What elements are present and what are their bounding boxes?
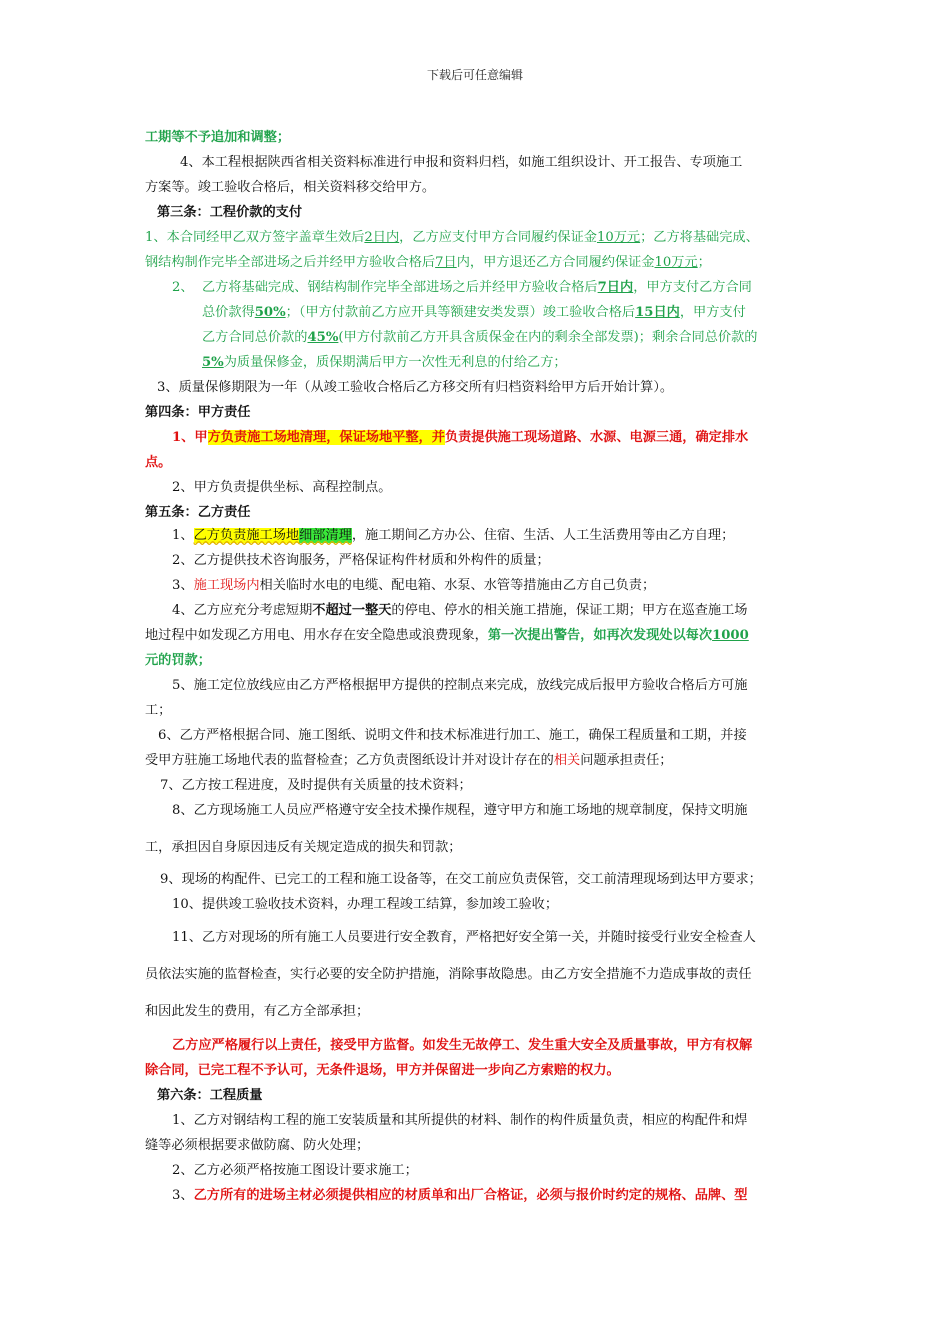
page-header: 下载后可任意编辑: [426, 68, 523, 82]
paragraph-item-4-line1: 4、本工程根据陕西省相关资料标准进行申报和资料归档，如施工组织设计、开工报告、专项施工: [180, 155, 743, 170]
paragraph-owner-duty-2: 2、甲方负责提供坐标、高程控制点。: [172, 480, 392, 495]
paragraph-contractor-duty-10: 10、提供竣工验收技术资料，办理工程竣工结算，参加竣工验收；: [172, 897, 559, 912]
paragraph-contractor-duty-9: 9、现场的构配件、已完工的工程和施工设备等，在交工前应负责保管，交工前清理现场到达甲方要求；: [160, 872, 762, 887]
paragraph-contractor-duty-3: 3、施工现场内相关临时水电的电缆、配电箱、水泵、水管等措施由乙方自己负责；: [172, 578, 656, 593]
paragraph-supervision-line2: 除合同，已完工程不予认可，无条件退场，甲方并保留进一步向乙方索赔的权力。: [145, 1063, 620, 1078]
paragraph-contractor-duty-4: 4、乙方应充分考虑短期不超过一整天的停电、停水的相关施工措施，保证工期；甲方在巡查施工场 地过程中如发现乙方用电、用水存在安全隐患或浪费现象，第一次提出警告，如再次发现处以每次1000 元的罚款；: [145, 603, 749, 668]
paragraph-quality-3: 3、乙方所有的进场主材必须提供相应的材质单和出厂合格证，必须与报价时约定的规格、品牌、型: [172, 1188, 748, 1203]
paragraph-contractor-duty-1: 1、乙方负责施工场地细部清理，施工期间乙方办公、住宿、生活、人工生活费用等由乙方自理；: [172, 528, 735, 543]
paragraph-contractor-duty-5-line1: 5、施工定位放线应由乙方严格根据甲方提供的控制点来完成，放线完成后报甲方验收合格后方可施: [172, 678, 748, 693]
paragraph-owner-duty-1: 1、甲方负责施工场地清理，保证场地平整，并负责提供施工现场道路、水源、电源三通，确定排水 点。: [145, 430, 749, 470]
section-heading-article-6: 第六条：工程质量: [157, 1088, 263, 1103]
paragraph-item-4-line2: 方案等。竣工验收合格后，相关资料移交给甲方。: [145, 180, 436, 195]
paragraph-contractor-duty-11-line2: 员依法实施的监督检查，实行必要的安全防护措施，消除事故隐患。由乙方安全措施不力造成事故的责任: [145, 967, 752, 982]
paragraph-contractor-duty-8-line2: 工，承担因自身原因违反有关规定造成的损失和罚款；: [145, 840, 462, 855]
paragraph-contractor-duty-11-line3: 和因此发生的费用，有乙方全部承担；: [145, 1004, 370, 1019]
paragraph-quality-1-line2: 缝等必须根据要求做防腐、防火处理；: [145, 1138, 370, 1153]
paragraph-contractor-duty-2: 2、乙方提供技术咨询服务，严格保证构件材质和外构件的质量；: [172, 553, 550, 568]
paragraph-quality-2: 2、乙方必须严格按施工图设计要求施工；: [172, 1163, 418, 1178]
paragraph-contractor-duty-11-line1: 11、乙方对现场的所有施工人员要进行安全教育，严格把好安全第一关，并随时接受行业安全检查人: [172, 930, 756, 945]
section-heading-article-4: 第四条：甲方责任: [145, 405, 251, 420]
paragraph-payment-1: 1、本合同经甲乙双方签字盖章生效后2日内，乙方应支付甲方合同履约保证金10万元；乙方将基础完成、 钢结构制作完毕全部进场之后并经甲方验收合格后7日内，甲方退还乙方合同履约保证金10万元；: [145, 230, 759, 270]
paragraph-warranty-period: 3、质量保修期限为一年（从竣工验收合格后乙方移交所有归档资料给甲方后开始计算）。: [157, 380, 674, 395]
paragraph-contractor-duty-5-line2: 工；: [145, 703, 172, 718]
paragraph-contractor-duty-7: 7、乙方按工程进度，及时提供有关质量的技术资料；: [160, 778, 472, 793]
paragraph-payment-2: 2、 乙方将基础完成、钢结构制作完毕全部进场之后并经甲方验收合格后7日内，甲方支付乙方合同: [172, 280, 752, 295]
paragraph-supervision-line1: 乙方应严格履行以上责任，接受甲方监督。如发生无故停工、发生重大安全及质量事故，甲方有权解: [172, 1038, 753, 1053]
section-heading-article-5: 第五条：乙方责任: [145, 505, 251, 520]
paragraph-contractor-duty-8-line1: 8、乙方现场施工人员应严格遵守安全技术操作规程，遵守甲方和施工场地的规章制度，保持文明施: [172, 803, 748, 818]
section-heading-article-3: 第三条：工程价款的支付: [157, 205, 303, 220]
paragraph-contractor-duty-6: 6、乙方严格根据合同、施工图纸、说明文件和技术标准进行加工、施工，确保工程质量和工期，并接 受甲方驻施工场地代表的监督检查；乙方负责图纸设计并对设计存在的相关问题承担责任；: [145, 728, 747, 768]
paragraph-payment-2-cont: 总价款得50%；（甲方付款前乙方应开具等额建安类发票）竣工验收合格后15日内，甲方支付 乙方合同总价款的45%(甲方付款前乙方开具含质保金在内的剩余全部发票)；剩余合同总价款的 5%为质量保修金，质保期满后甲方一次性无利息的付给乙方；: [202, 305, 758, 370]
paragraph-quality-1-line1: 1、乙方对钢结构工程的施工安装质量和其所提供的材料、制作的构件质量负责，相应的构配件和焊: [172, 1113, 748, 1128]
paragraph-schedule-note: 工期等不予追加和调整；: [145, 130, 291, 145]
